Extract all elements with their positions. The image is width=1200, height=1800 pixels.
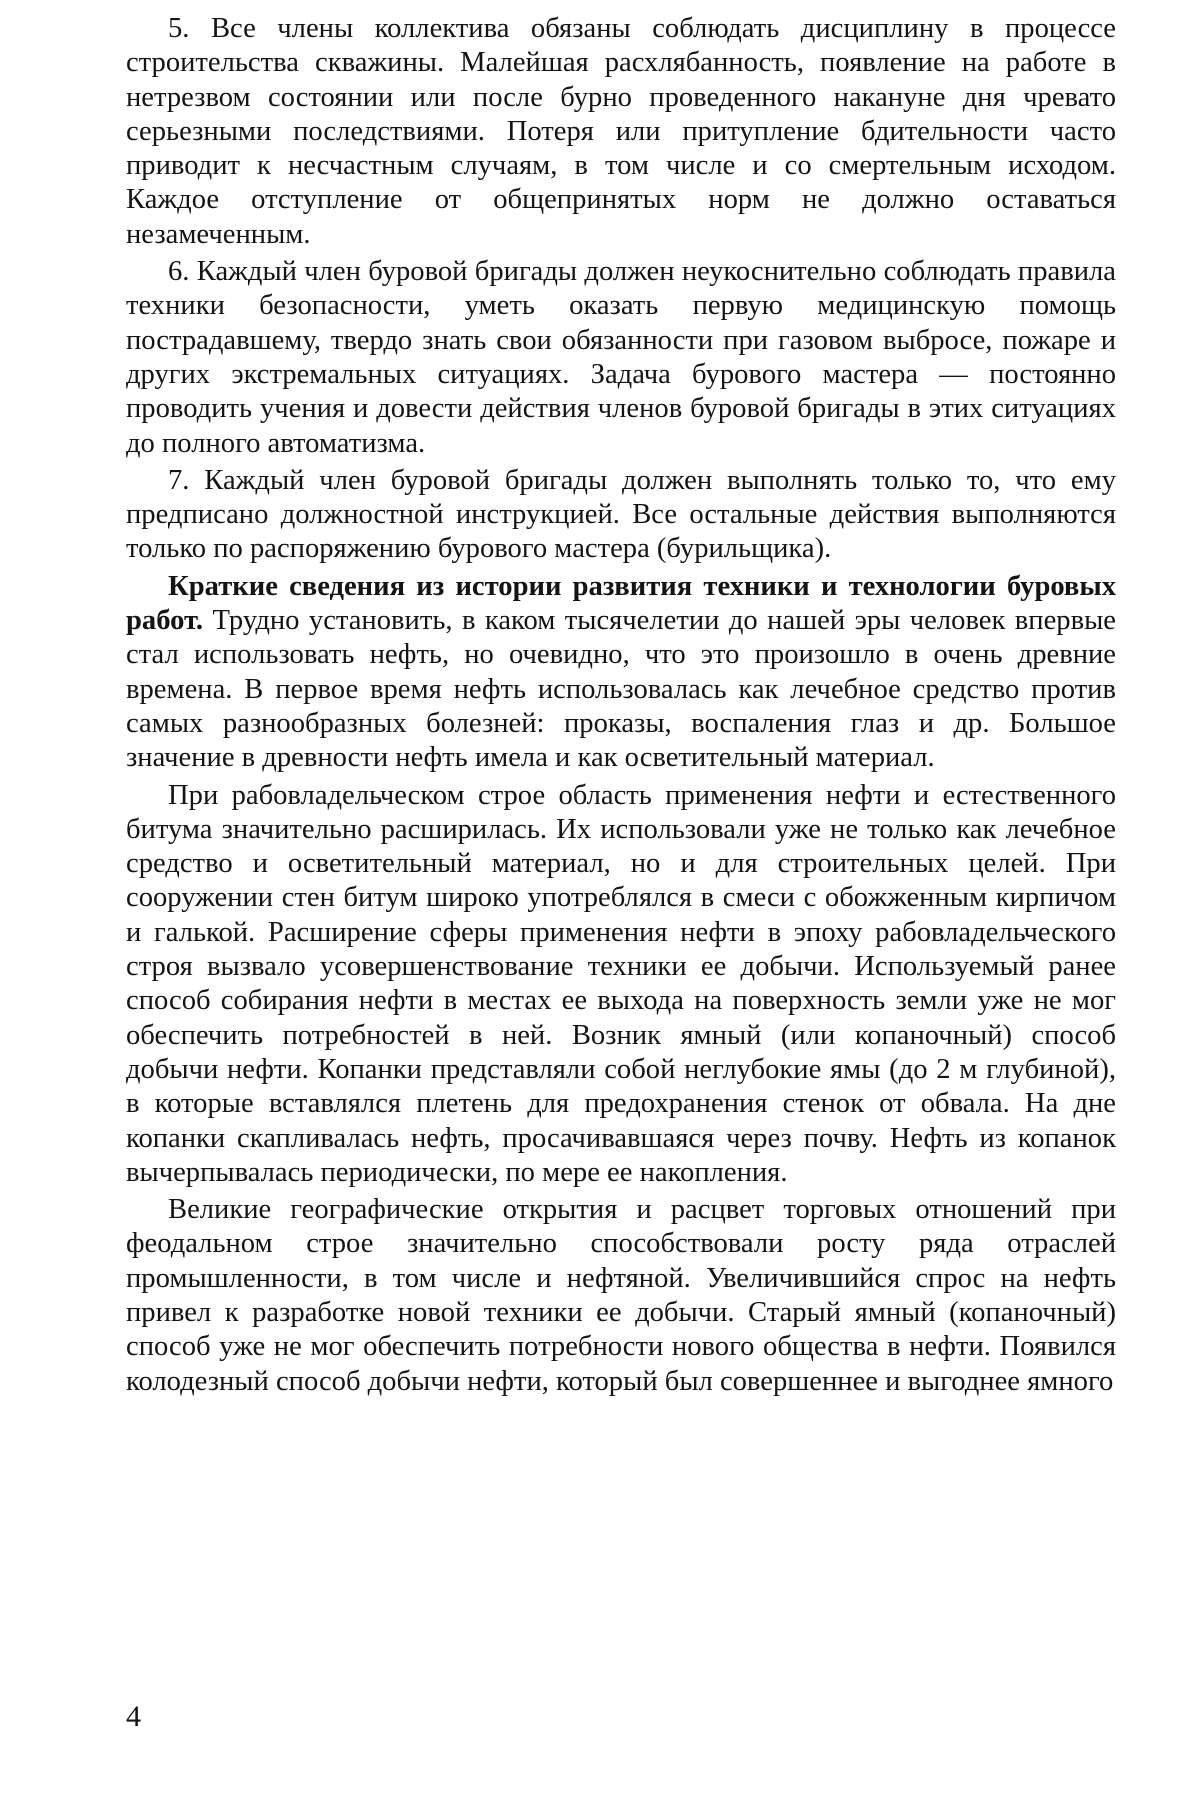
paragraph-item-6: [126, 255, 1116, 461]
paragraph-history-intro: [126, 570, 1116, 776]
paragraph-feudal-era: [126, 1193, 1116, 1399]
page-number: 4: [126, 1700, 141, 1733]
paragraph-slave-era: [126, 779, 1116, 1191]
paragraph-text: Трудно установить, в каком тысячелетии до нашей эры человек впервые стал использовать нефть, но очевидно, что это произошло в очень древние времена. В первое время нефть использовалась как лечебное средство против самых разнообразных болезней: проказы, воспаления глаз и др. Большое значение в древности нефть имела и как осветительный материал.: [126, 605, 1116, 774]
paragraph-text: 7. Каждый член буровой бригады должен выполнять только то, что ему предписано должностной инструкцией. Все остальные действия выполняются только по распоряжению бурового мастера (бурильщика).: [126, 464, 1116, 565]
paragraph-text: 6. Каждый член буровой бригады должен неукоснительно соблюдать правила техники безопасности, уметь оказать первую медицинскую помощь пострадавшему, твердо знать свои обязанности при газовом выбросе, пожаре и других экстремальных ситуациях. Задача бурового мастера — постоянно проводить учения и довести действия членов буровой бригады в этих ситуациях до полного автоматизма.: [126, 256, 1116, 459]
paragraph-text: Великие географические открытия и расцвет торговых отношений при феодальном строе значительно способствовали росту ряда отраслей промышленности, в том числе и нефтяной. Увеличившийся спрос на нефть привел к разработке новой техники ее добычи. Старый ямный (копаночный) способ уже не мог обеспечить потребности нового общества в нефти. Появился колодезный способ добычи нефти, который был совершеннее и выгоднее ямного: [126, 1194, 1116, 1397]
body-text: [126, 12, 1116, 1399]
paragraph-item-5: [126, 12, 1116, 252]
section-heading: Краткие сведения из истории развития техники и технологии буровых работ.: [126, 570, 1116, 637]
paragraph-text: 5. Все члены коллектива обязаны соблюдать дисциплину в процессе строительства скважины. Малейшая расхлябанность, появление на работе в нетрезвом состоянии или после бурно проведенного накануне дня чревато серьезными последствиями. Потеря или притупление бдительности часто приводит к несчастным случаям, в том числе и со смертельным исходом. Каждое отступление от общепринятых норм не должно оставаться незамеченным.: [126, 13, 1116, 250]
paragraph-item-7: [126, 464, 1116, 567]
paragraph-text: При рабовладельческом строе область применения нефти и естественного битума значительно расширилась. Их использовали уже не только как лечебное средство и осветительный материал, но и для строительных целей. При сооружении стен битум широко употреблялся в смеси с обожженным кирпичом и галькой. Расширение сферы применения нефти в эпоху рабовладельческого строя вызвало усовершенствование техники ее добычи. Используемый ранее способ собирания нефти в местах ее выхода на поверхность земли уже не мог обеспечить потребностей в ней. Возник ямный (или копаночный) способ добычи нефти. Копанки представляли собой неглубокие ямы (до 2 м глубиной), в которые вставлялся плетень для предохранения стенок от обвала. На дне копанки скапливалась нефть, просачивавшаяся через почву. Нефть из копанок вычерпывалась периодически, по мере ее накопления.: [126, 779, 1116, 1188]
